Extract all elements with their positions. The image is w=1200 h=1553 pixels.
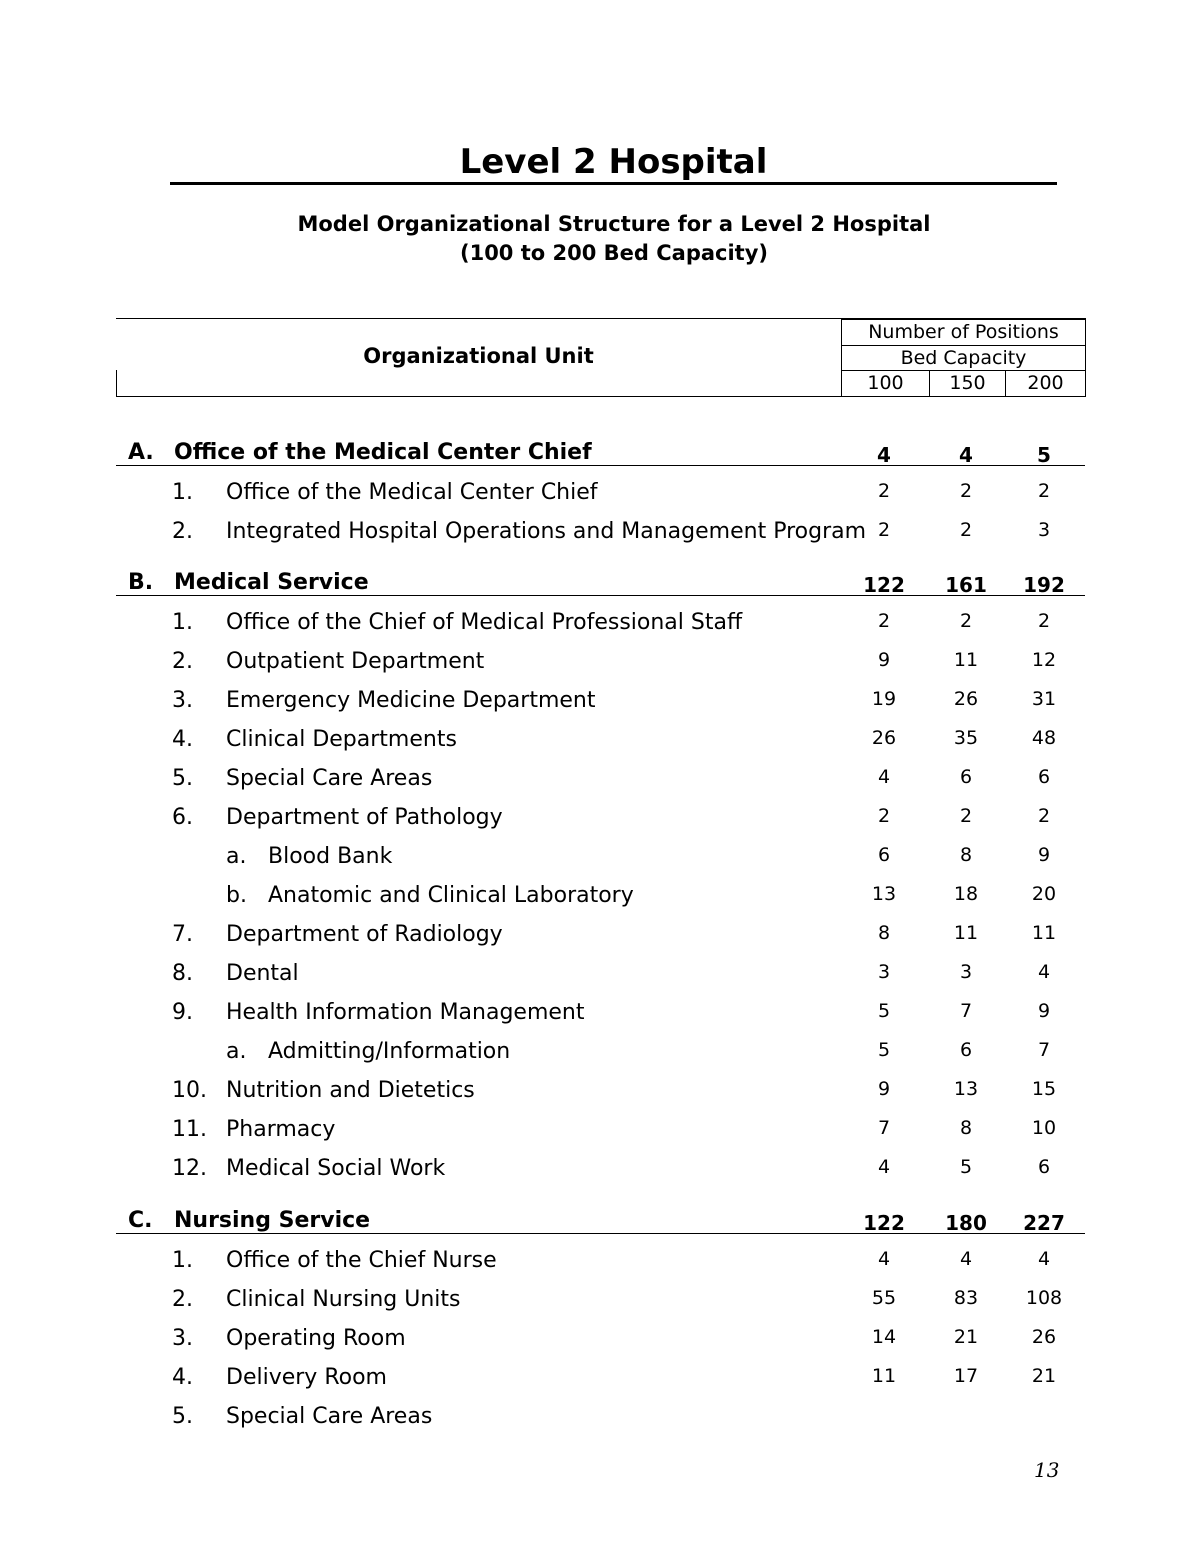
row-index: C.	[128, 1208, 153, 1233]
table-row	[0, 610, 1200, 640]
table-row	[0, 1039, 1200, 1069]
table-row	[0, 519, 1200, 549]
row-value-150: 13	[953, 1078, 979, 1100]
row-index: 7.	[172, 922, 193, 947]
row-value-100: 55	[871, 1287, 897, 1309]
row-value-150: 35	[953, 727, 979, 749]
row-index: 4.	[172, 1365, 193, 1390]
table-row	[0, 805, 1200, 835]
row-label: Delivery Room	[226, 1365, 387, 1390]
table-row	[0, 766, 1200, 796]
table-row	[0, 480, 1200, 510]
row-value-150: 2	[959, 519, 973, 541]
table-row	[0, 649, 1200, 679]
col-200-header: 200	[1005, 370, 1086, 397]
row-value-100: 122	[863, 1211, 905, 1235]
row-value-200: 192	[1023, 573, 1065, 597]
row-value-150: 17	[953, 1365, 979, 1387]
section-underline	[116, 1233, 1085, 1234]
row-value-100: 11	[871, 1365, 897, 1387]
table-row	[0, 1326, 1200, 1356]
row-value-150: 2	[959, 610, 973, 632]
row-index: 2.	[172, 649, 193, 674]
row-value-150: 5	[959, 1156, 973, 1178]
row-index: 12.	[172, 1156, 207, 1181]
row-value-100: 2	[877, 610, 891, 632]
table-row	[0, 1365, 1200, 1395]
row-value-150: 11	[953, 922, 979, 944]
row-index: 6.	[172, 805, 193, 830]
table-row	[0, 1000, 1200, 1030]
subtitle-line-1: Model Organizational Structure for a Level 2 Hospital	[297, 212, 931, 236]
table-row	[0, 1078, 1200, 1108]
table-row	[0, 727, 1200, 757]
row-index: a.	[226, 1039, 247, 1064]
row-index: 8.	[172, 961, 193, 986]
row-value-100: 4	[877, 766, 891, 788]
row-value-200: 108	[1025, 1287, 1063, 1309]
table-row	[0, 844, 1200, 874]
section-underline	[116, 465, 1085, 466]
row-value-100: 2	[877, 480, 891, 502]
row-value-100: 2	[877, 805, 891, 827]
row-value-200: 2	[1037, 805, 1051, 827]
row-value-100: 7	[877, 1117, 891, 1139]
row-index: 3.	[172, 688, 193, 713]
page-title: Level 2 Hospital	[459, 142, 768, 182]
table-row	[0, 1248, 1200, 1278]
section-underline	[116, 595, 1085, 596]
row-value-100: 4	[877, 443, 891, 467]
table-row	[0, 688, 1200, 718]
row-value-150: 8	[959, 844, 973, 866]
row-value-100: 26	[871, 727, 897, 749]
row-label: Clinical Departments	[226, 727, 457, 752]
row-value-100: 13	[871, 883, 897, 905]
row-value-150: 83	[953, 1287, 979, 1309]
row-value-100: 5	[877, 1039, 891, 1061]
row-index: 10.	[172, 1078, 207, 1103]
table-row	[0, 883, 1200, 913]
row-value-150: 7	[959, 1000, 973, 1022]
row-label: Outpatient Department	[226, 649, 485, 674]
row-value-200: 5	[1037, 443, 1051, 467]
row-label: Pharmacy	[226, 1117, 336, 1142]
row-value-100: 5	[877, 1000, 891, 1022]
row-index: 1.	[172, 1248, 193, 1273]
header-left-tick	[116, 370, 117, 397]
bed-capacity-header: Bed Capacity	[841, 345, 1086, 371]
row-value-150: 4	[959, 1248, 973, 1270]
row-value-200: 21	[1031, 1365, 1057, 1387]
row-value-150: 26	[953, 688, 979, 710]
row-index: 2.	[172, 1287, 193, 1312]
row-index: 1.	[172, 480, 193, 505]
page-number: 13	[1034, 1458, 1060, 1482]
row-value-150: 8	[959, 1117, 973, 1139]
row-value-100: 122	[863, 573, 905, 597]
row-label: Dental	[226, 961, 299, 986]
row-value-150: 161	[945, 573, 987, 597]
row-value-150: 18	[953, 883, 979, 905]
row-value-200: 7	[1037, 1039, 1051, 1061]
row-value-200: 48	[1031, 727, 1057, 749]
row-label: Office of the Chief Nurse	[226, 1248, 497, 1273]
row-value-200: 11	[1031, 922, 1057, 944]
row-value-150: 6	[959, 1039, 973, 1061]
row-value-200: 6	[1037, 1156, 1051, 1178]
row-index: A.	[128, 440, 154, 465]
row-value-100: 9	[877, 1078, 891, 1100]
row-label: Office of the Medical Center Chief	[226, 480, 598, 505]
org-unit-header: Organizational Unit	[363, 344, 594, 368]
row-index: a.	[226, 844, 247, 869]
row-label: Operating Room	[226, 1326, 406, 1351]
table-row	[0, 922, 1200, 952]
row-value-200: 15	[1031, 1078, 1057, 1100]
table-row	[0, 961, 1200, 991]
row-index: B.	[128, 570, 154, 595]
row-value-200: 4	[1037, 1248, 1051, 1270]
row-value-200: 20	[1031, 883, 1057, 905]
row-value-100: 19	[871, 688, 897, 710]
row-label: Medical Social Work	[226, 1156, 446, 1181]
row-value-100: 4	[877, 1156, 891, 1178]
row-value-150: 2	[959, 805, 973, 827]
row-value-200: 10	[1031, 1117, 1057, 1139]
row-index: 5.	[172, 1404, 193, 1429]
row-value-150: 11	[953, 649, 979, 671]
row-value-200: 31	[1031, 688, 1057, 710]
row-value-100: 14	[871, 1326, 897, 1348]
row-label: Office of the Chief of Medical Professional Staff	[226, 610, 743, 635]
row-label: Department of Pathology	[226, 805, 503, 830]
row-label: Health Information Management	[226, 1000, 585, 1025]
row-value-100: 2	[877, 519, 891, 541]
row-value-100: 6	[877, 844, 891, 866]
row-value-150: 6	[959, 766, 973, 788]
row-index: 1.	[172, 610, 193, 635]
subtitle-line-2: (100 to 200 Bed Capacity)	[459, 241, 769, 265]
row-index: 3.	[172, 1326, 193, 1351]
table-row	[0, 1156, 1200, 1186]
row-label: Nursing Service	[174, 1208, 371, 1233]
table-row	[0, 1117, 1200, 1147]
row-value-150: 21	[953, 1326, 979, 1348]
row-index: 9.	[172, 1000, 193, 1025]
table-row	[0, 1287, 1200, 1317]
row-index: 2.	[172, 519, 193, 544]
row-label: Clinical Nursing Units	[226, 1287, 461, 1312]
row-label: Department of Radiology	[226, 922, 503, 947]
row-index: 5.	[172, 766, 193, 791]
row-value-100: 8	[877, 922, 891, 944]
table-row	[0, 1404, 1200, 1434]
row-value-150: 3	[959, 961, 973, 983]
row-label: Emergency Medicine Department	[226, 688, 596, 713]
row-label: Nutrition and Dietetics	[226, 1078, 475, 1103]
row-label: Integrated Hospital Operations and Management Program	[226, 519, 867, 544]
row-value-200: 4	[1037, 961, 1051, 983]
row-label: Special Care Areas	[226, 766, 433, 791]
row-label: Office of the Medical Center Chief	[174, 440, 592, 465]
row-value-200: 6	[1037, 766, 1051, 788]
row-value-150: 2	[959, 480, 973, 502]
row-index: b.	[226, 883, 247, 908]
row-value-200: 2	[1037, 610, 1051, 632]
row-value-200: 12	[1031, 649, 1057, 671]
row-value-100: 4	[877, 1248, 891, 1270]
row-value-150: 4	[959, 443, 973, 467]
row-value-100: 3	[877, 961, 891, 983]
title-underline	[170, 140, 1057, 185]
row-value-150: 180	[945, 1211, 987, 1235]
row-label: Blood Bank	[268, 844, 393, 869]
row-label: Special Care Areas	[226, 1404, 433, 1429]
row-value-200: 9	[1037, 844, 1051, 866]
col-100-header: 100	[841, 370, 930, 397]
num-positions-header: Number of Positions	[841, 319, 1086, 346]
row-label: Admitting/Information	[268, 1039, 511, 1064]
row-value-200: 3	[1037, 519, 1051, 541]
col-150-header: 150	[929, 370, 1006, 397]
row-value-200: 26	[1031, 1326, 1057, 1348]
row-value-200: 2	[1037, 480, 1051, 502]
row-label: Anatomic and Clinical Laboratory	[268, 883, 634, 908]
row-index: 4.	[172, 727, 193, 752]
row-value-200: 9	[1037, 1000, 1051, 1022]
row-value-200: 227	[1023, 1211, 1065, 1235]
row-index: 11.	[172, 1117, 207, 1142]
row-value-100: 9	[877, 649, 891, 671]
row-label: Medical Service	[174, 570, 369, 595]
